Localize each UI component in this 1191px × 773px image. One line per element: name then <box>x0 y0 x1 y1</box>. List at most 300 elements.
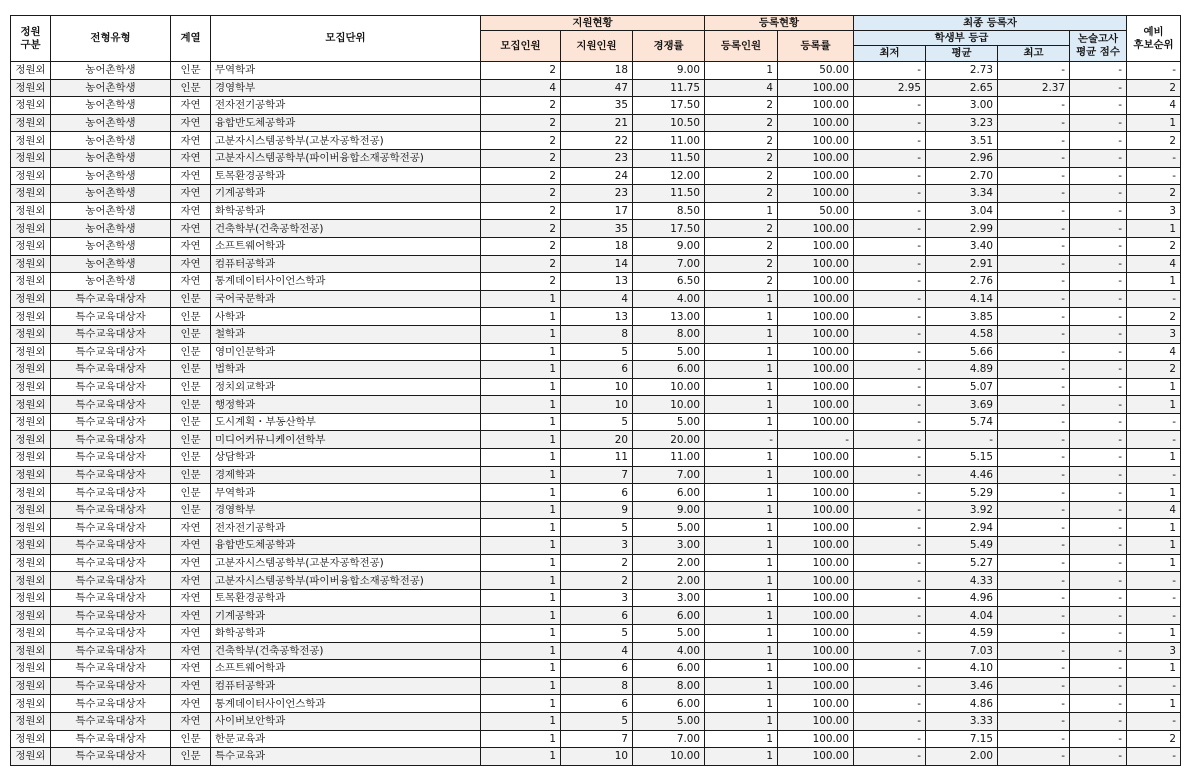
cell-grade-min: - <box>854 554 926 572</box>
cell-essay-score: - <box>1070 748 1127 766</box>
cell-recruit: 1 <box>481 748 561 766</box>
cell-unit: 경제학과 <box>211 466 481 484</box>
cell-track: 인문 <box>171 466 211 484</box>
cell-admission-type: 특수교육대상자 <box>51 290 171 308</box>
cell-grade-min: - <box>854 325 926 343</box>
cell-track: 자연 <box>171 220 211 238</box>
cell-grade-max: - <box>998 202 1070 220</box>
cell-track: 인문 <box>171 748 211 766</box>
cell-division: 정원외 <box>11 625 51 643</box>
cell-admission-type: 특수교육대상자 <box>51 572 171 590</box>
table-row <box>11 501 1181 519</box>
cell-registered: 4 <box>705 79 778 97</box>
admission-results-sheet <box>10 15 1181 766</box>
cell-unit: 통계데이터사이언스학과 <box>211 695 481 713</box>
cell-division: 정원외 <box>11 396 51 414</box>
cell-track: 자연 <box>171 572 211 590</box>
cell-applicants: 7 <box>561 466 633 484</box>
cell-reg-rate: 100.00 <box>778 132 854 150</box>
cell-waitlist: - <box>1127 413 1181 431</box>
cell-recruit: 2 <box>481 167 561 185</box>
cell-recruit: 1 <box>481 677 561 695</box>
cell-ratio: 7.00 <box>633 255 705 273</box>
cell-reg-rate: 100.00 <box>778 748 854 766</box>
cell-admission-type: 특수교육대상자 <box>51 607 171 625</box>
table-row <box>11 361 1181 379</box>
cell-recruit: 4 <box>481 79 561 97</box>
cell-applicants: 35 <box>561 97 633 115</box>
table-row <box>11 712 1181 730</box>
cell-division: 정원외 <box>11 62 51 80</box>
cell-division: 정원외 <box>11 378 51 396</box>
cell-division: 정원외 <box>11 572 51 590</box>
cell-division: 정원외 <box>11 97 51 115</box>
cell-ratio: 17.50 <box>633 97 705 115</box>
table-row <box>11 132 1181 150</box>
cell-track: 자연 <box>171 273 211 291</box>
cell-track: 인문 <box>171 343 211 361</box>
cell-essay-score: - <box>1070 642 1127 660</box>
cell-essay-score: - <box>1070 62 1127 80</box>
cell-admission-type: 특수교육대상자 <box>51 519 171 537</box>
cell-grade-max: - <box>998 308 1070 326</box>
table-row <box>11 589 1181 607</box>
cell-division: 정원외 <box>11 167 51 185</box>
cell-grade-max: - <box>998 290 1070 308</box>
cell-recruit: 2 <box>481 132 561 150</box>
cell-grade-max: - <box>998 642 1070 660</box>
cell-unit: 소프트웨어학과 <box>211 660 481 678</box>
cell-track: 자연 <box>171 712 211 730</box>
cell-admission-type: 농어촌학생 <box>51 132 171 150</box>
cell-track: 자연 <box>171 589 211 607</box>
cell-essay-score: - <box>1070 308 1127 326</box>
cell-applicants: 10 <box>561 396 633 414</box>
header-grade-max: 최고 <box>998 46 1070 62</box>
cell-essay-score: - <box>1070 501 1127 519</box>
cell-essay-score: - <box>1070 237 1127 255</box>
cell-unit: 국어국문학과 <box>211 290 481 308</box>
cell-division: 정원외 <box>11 642 51 660</box>
header-track: 계열 <box>171 16 211 62</box>
cell-recruit: 1 <box>481 343 561 361</box>
cell-grade-max: - <box>998 361 1070 379</box>
cell-unit: 미디어커뮤니케이션학부 <box>211 431 481 449</box>
cell-reg-rate: 100.00 <box>778 677 854 695</box>
cell-unit: 사학과 <box>211 308 481 326</box>
cell-applicants: 6 <box>561 484 633 502</box>
cell-division: 정원외 <box>11 554 51 572</box>
table-row <box>11 343 1181 361</box>
cell-ratio: 4.00 <box>633 290 705 308</box>
cell-essay-score: - <box>1070 185 1127 203</box>
cell-essay-score: - <box>1070 132 1127 150</box>
cell-grade-min: - <box>854 589 926 607</box>
cell-applicants: 10 <box>561 748 633 766</box>
cell-grade-min: - <box>854 501 926 519</box>
cell-ratio: 5.00 <box>633 519 705 537</box>
cell-admission-type: 특수교육대상자 <box>51 642 171 660</box>
cell-track: 인문 <box>171 79 211 97</box>
cell-reg-rate: 100.00 <box>778 572 854 590</box>
header-grade-min: 최저 <box>854 46 926 62</box>
cell-waitlist: - <box>1127 589 1181 607</box>
cell-unit: 컴퓨터공학과 <box>211 677 481 695</box>
cell-unit: 경영학부 <box>211 501 481 519</box>
cell-ratio: 5.00 <box>633 343 705 361</box>
cell-unit: 기계공학과 <box>211 185 481 203</box>
cell-division: 정원외 <box>11 501 51 519</box>
cell-admission-type: 특수교육대상자 <box>51 501 171 519</box>
cell-waitlist: - <box>1127 431 1181 449</box>
cell-applicants: 24 <box>561 167 633 185</box>
cell-registered: 1 <box>705 625 778 643</box>
cell-grade-avg: 3.23 <box>926 114 998 132</box>
cell-unit: 경영학부 <box>211 79 481 97</box>
cell-grade-max: - <box>998 220 1070 238</box>
cell-registered: 1 <box>705 62 778 80</box>
cell-reg-rate: 100.00 <box>778 519 854 537</box>
cell-admission-type: 농어촌학생 <box>51 220 171 238</box>
cell-reg-rate: 100.00 <box>778 255 854 273</box>
cell-reg-rate: 100.00 <box>778 501 854 519</box>
cell-grade-min: - <box>854 695 926 713</box>
cell-grade-max: - <box>998 537 1070 555</box>
cell-waitlist: - <box>1127 712 1181 730</box>
cell-grade-min: - <box>854 132 926 150</box>
cell-unit: 고분자시스템공학부(고분자공학전공) <box>211 554 481 572</box>
cell-grade-avg: 2.76 <box>926 273 998 291</box>
table-row <box>11 202 1181 220</box>
cell-registered: 1 <box>705 466 778 484</box>
cell-grade-min: - <box>854 572 926 590</box>
cell-unit: 행정학과 <box>211 396 481 414</box>
cell-grade-min: - <box>854 625 926 643</box>
cell-reg-rate: 100.00 <box>778 695 854 713</box>
cell-recruit: 2 <box>481 62 561 80</box>
cell-essay-score: - <box>1070 625 1127 643</box>
cell-admission-type: 특수교육대상자 <box>51 589 171 607</box>
cell-reg-rate: 100.00 <box>778 484 854 502</box>
table-row <box>11 114 1181 132</box>
cell-grade-max: - <box>998 748 1070 766</box>
cell-grade-max: - <box>998 695 1070 713</box>
cell-ratio: 12.00 <box>633 167 705 185</box>
table-row <box>11 484 1181 502</box>
cell-registered: 1 <box>705 361 778 379</box>
cell-reg-rate: 100.00 <box>778 589 854 607</box>
cell-essay-score: - <box>1070 220 1127 238</box>
cell-grade-min: - <box>854 378 926 396</box>
cell-reg-rate: 100.00 <box>778 97 854 115</box>
cell-grade-min: - <box>854 607 926 625</box>
cell-grade-min: - <box>854 712 926 730</box>
cell-reg-rate: 100.00 <box>778 149 854 167</box>
cell-reg-rate: - <box>778 431 854 449</box>
cell-ratio: 5.00 <box>633 625 705 643</box>
header-application-status: 지원현황 <box>481 16 705 31</box>
cell-grade-min: - <box>854 519 926 537</box>
cell-reg-rate: 100.00 <box>778 466 854 484</box>
cell-registered: 1 <box>705 554 778 572</box>
cell-essay-score: - <box>1070 325 1127 343</box>
cell-reg-rate: 50.00 <box>778 62 854 80</box>
cell-grade-avg: 5.27 <box>926 554 998 572</box>
table-row <box>11 695 1181 713</box>
cell-unit: 고분자시스템공학부(파이버융합소재공학전공) <box>211 149 481 167</box>
cell-recruit: 1 <box>481 308 561 326</box>
cell-registered: 1 <box>705 343 778 361</box>
cell-essay-score: - <box>1070 695 1127 713</box>
cell-waitlist: 1 <box>1127 396 1181 414</box>
cell-unit: 무역학과 <box>211 62 481 80</box>
cell-waitlist: 3 <box>1127 202 1181 220</box>
cell-recruit: 1 <box>481 660 561 678</box>
cell-grade-avg: 3.00 <box>926 97 998 115</box>
table-row <box>11 97 1181 115</box>
cell-waitlist: 4 <box>1127 97 1181 115</box>
cell-unit: 토목환경공학과 <box>211 589 481 607</box>
cell-grade-max: - <box>998 378 1070 396</box>
cell-reg-rate: 100.00 <box>778 290 854 308</box>
cell-unit: 도시계획・부동산학부 <box>211 413 481 431</box>
cell-ratio: 2.00 <box>633 572 705 590</box>
cell-unit: 컴퓨터공학과 <box>211 255 481 273</box>
cell-waitlist: - <box>1127 677 1181 695</box>
cell-applicants: 3 <box>561 537 633 555</box>
cell-division: 정원외 <box>11 361 51 379</box>
table-row <box>11 642 1181 660</box>
cell-recruit: 2 <box>481 273 561 291</box>
cell-track: 자연 <box>171 237 211 255</box>
cell-essay-score: - <box>1070 466 1127 484</box>
cell-unit: 전자전기공학과 <box>211 519 481 537</box>
cell-applicants: 2 <box>561 554 633 572</box>
header-registration-status: 등록현황 <box>705 16 854 31</box>
cell-ratio: 11.50 <box>633 149 705 167</box>
cell-grade-avg: 3.51 <box>926 132 998 150</box>
cell-registered: 1 <box>705 202 778 220</box>
cell-grade-min: - <box>854 97 926 115</box>
cell-ratio: 10.00 <box>633 748 705 766</box>
header-essay-score: 논술고사 평균 점수 <box>1070 31 1127 62</box>
cell-division: 정원외 <box>11 484 51 502</box>
cell-division: 정원외 <box>11 730 51 748</box>
cell-applicants: 5 <box>561 519 633 537</box>
cell-admission-type: 특수교육대상자 <box>51 625 171 643</box>
cell-applicants: 3 <box>561 589 633 607</box>
cell-grade-max: - <box>998 484 1070 502</box>
cell-grade-max: - <box>998 730 1070 748</box>
cell-grade-avg: 7.15 <box>926 730 998 748</box>
cell-grade-avg: 2.00 <box>926 748 998 766</box>
cell-admission-type: 특수교육대상자 <box>51 343 171 361</box>
table-body <box>11 62 1181 766</box>
cell-grade-avg: - <box>926 431 998 449</box>
cell-track: 자연 <box>171 97 211 115</box>
table-row <box>11 537 1181 555</box>
cell-unit: 법학과 <box>211 361 481 379</box>
cell-track: 인문 <box>171 730 211 748</box>
cell-division: 정원외 <box>11 308 51 326</box>
cell-track: 인문 <box>171 361 211 379</box>
cell-registered: 2 <box>705 97 778 115</box>
cell-grade-max: - <box>998 237 1070 255</box>
cell-admission-type: 농어촌학생 <box>51 185 171 203</box>
cell-applicants: 4 <box>561 290 633 308</box>
cell-ratio: 6.00 <box>633 607 705 625</box>
cell-grade-max: - <box>998 343 1070 361</box>
cell-applicants: 8 <box>561 677 633 695</box>
cell-grade-max: - <box>998 449 1070 467</box>
cell-recruit: 1 <box>481 695 561 713</box>
cell-reg-rate: 100.00 <box>778 554 854 572</box>
cell-ratio: 6.00 <box>633 484 705 502</box>
cell-applicants: 6 <box>561 695 633 713</box>
cell-grade-max: - <box>998 519 1070 537</box>
cell-track: 자연 <box>171 677 211 695</box>
cell-track: 인문 <box>171 325 211 343</box>
cell-track: 인문 <box>171 396 211 414</box>
cell-division: 정원외 <box>11 519 51 537</box>
cell-recruit: 1 <box>481 396 561 414</box>
cell-unit: 한문교육과 <box>211 730 481 748</box>
cell-essay-score: - <box>1070 413 1127 431</box>
cell-track: 자연 <box>171 695 211 713</box>
cell-applicants: 17 <box>561 202 633 220</box>
cell-applicants: 5 <box>561 343 633 361</box>
cell-recruit: 1 <box>481 431 561 449</box>
cell-track: 인문 <box>171 308 211 326</box>
cell-registered: 1 <box>705 396 778 414</box>
cell-track: 자연 <box>171 149 211 167</box>
cell-ratio: 11.50 <box>633 185 705 203</box>
cell-waitlist: 1 <box>1127 519 1181 537</box>
cell-division: 정원외 <box>11 431 51 449</box>
cell-reg-rate: 100.00 <box>778 413 854 431</box>
cell-grade-avg: 3.04 <box>926 202 998 220</box>
cell-ratio: 6.00 <box>633 660 705 678</box>
cell-reg-rate: 100.00 <box>778 537 854 555</box>
cell-grade-max: - <box>998 273 1070 291</box>
cell-reg-rate: 100.00 <box>778 660 854 678</box>
cell-unit: 고분자시스템공학부(고분자공학전공) <box>211 132 481 150</box>
cell-grade-min: - <box>854 149 926 167</box>
cell-grade-max: - <box>998 660 1070 678</box>
cell-grade-max: - <box>998 466 1070 484</box>
table-row <box>11 396 1181 414</box>
cell-admission-type: 특수교육대상자 <box>51 325 171 343</box>
cell-division: 정원외 <box>11 607 51 625</box>
table-row <box>11 308 1181 326</box>
cell-recruit: 1 <box>481 290 561 308</box>
cell-admission-type: 농어촌학생 <box>51 237 171 255</box>
table-row <box>11 237 1181 255</box>
cell-essay-score: - <box>1070 273 1127 291</box>
table-row <box>11 290 1181 308</box>
cell-essay-score: - <box>1070 79 1127 97</box>
cell-grade-avg: 4.10 <box>926 660 998 678</box>
cell-registered: 2 <box>705 149 778 167</box>
cell-grade-min: - <box>854 290 926 308</box>
cell-unit: 영미인문학과 <box>211 343 481 361</box>
header-admission-type: 전형유형 <box>51 16 171 62</box>
cell-essay-score: - <box>1070 730 1127 748</box>
cell-admission-type: 농어촌학생 <box>51 202 171 220</box>
cell-unit: 고분자시스템공학부(파이버융합소재공학전공) <box>211 572 481 590</box>
cell-grade-avg: 2.65 <box>926 79 998 97</box>
cell-applicants: 13 <box>561 308 633 326</box>
cell-registered: 1 <box>705 642 778 660</box>
cell-registered: 2 <box>705 132 778 150</box>
cell-reg-rate: 100.00 <box>778 237 854 255</box>
cell-waitlist: 2 <box>1127 361 1181 379</box>
cell-ratio: 8.00 <box>633 677 705 695</box>
cell-reg-rate: 100.00 <box>778 273 854 291</box>
cell-division: 정원외 <box>11 449 51 467</box>
cell-admission-type: 농어촌학생 <box>51 255 171 273</box>
cell-reg-rate: 100.00 <box>778 167 854 185</box>
cell-grade-max: - <box>998 677 1070 695</box>
cell-grade-max: - <box>998 132 1070 150</box>
cell-admission-type: 농어촌학생 <box>51 79 171 97</box>
cell-grade-max: - <box>998 431 1070 449</box>
cell-registered: 1 <box>705 695 778 713</box>
cell-recruit: 1 <box>481 554 561 572</box>
cell-essay-score: - <box>1070 167 1127 185</box>
cell-essay-score: - <box>1070 572 1127 590</box>
cell-essay-score: - <box>1070 712 1127 730</box>
cell-admission-type: 특수교육대상자 <box>51 431 171 449</box>
cell-recruit: 1 <box>481 501 561 519</box>
cell-grade-avg: 3.85 <box>926 308 998 326</box>
cell-applicants: 5 <box>561 712 633 730</box>
cell-registered: 1 <box>705 537 778 555</box>
cell-recruit: 1 <box>481 519 561 537</box>
cell-waitlist: 4 <box>1127 255 1181 273</box>
cell-waitlist: - <box>1127 290 1181 308</box>
cell-registered: 1 <box>705 501 778 519</box>
cell-essay-score: - <box>1070 149 1127 167</box>
header-waitlist: 예비 후보순위 <box>1127 16 1181 62</box>
cell-applicants: 10 <box>561 378 633 396</box>
cell-applicants: 21 <box>561 114 633 132</box>
cell-admission-type: 특수교육대상자 <box>51 660 171 678</box>
cell-essay-score: - <box>1070 202 1127 220</box>
cell-grade-min: - <box>854 62 926 80</box>
cell-admission-type: 농어촌학생 <box>51 62 171 80</box>
cell-waitlist: 2 <box>1127 79 1181 97</box>
cell-applicants: 7 <box>561 730 633 748</box>
cell-ratio: 10.00 <box>633 396 705 414</box>
cell-division: 정원외 <box>11 202 51 220</box>
cell-essay-score: - <box>1070 519 1127 537</box>
cell-track: 인문 <box>171 501 211 519</box>
cell-track: 자연 <box>171 185 211 203</box>
header-division: 정원 구분 <box>11 16 51 62</box>
cell-waitlist: 1 <box>1127 273 1181 291</box>
cell-waitlist: - <box>1127 62 1181 80</box>
cell-ratio: 8.50 <box>633 202 705 220</box>
cell-reg-rate: 100.00 <box>778 325 854 343</box>
cell-grade-avg: 4.46 <box>926 466 998 484</box>
cell-essay-score: - <box>1070 97 1127 115</box>
cell-unit: 통계데이터사이언스학과 <box>211 273 481 291</box>
cell-registered: 1 <box>705 607 778 625</box>
cell-recruit: 1 <box>481 589 561 607</box>
cell-grade-avg: 2.91 <box>926 255 998 273</box>
cell-registered: 2 <box>705 114 778 132</box>
